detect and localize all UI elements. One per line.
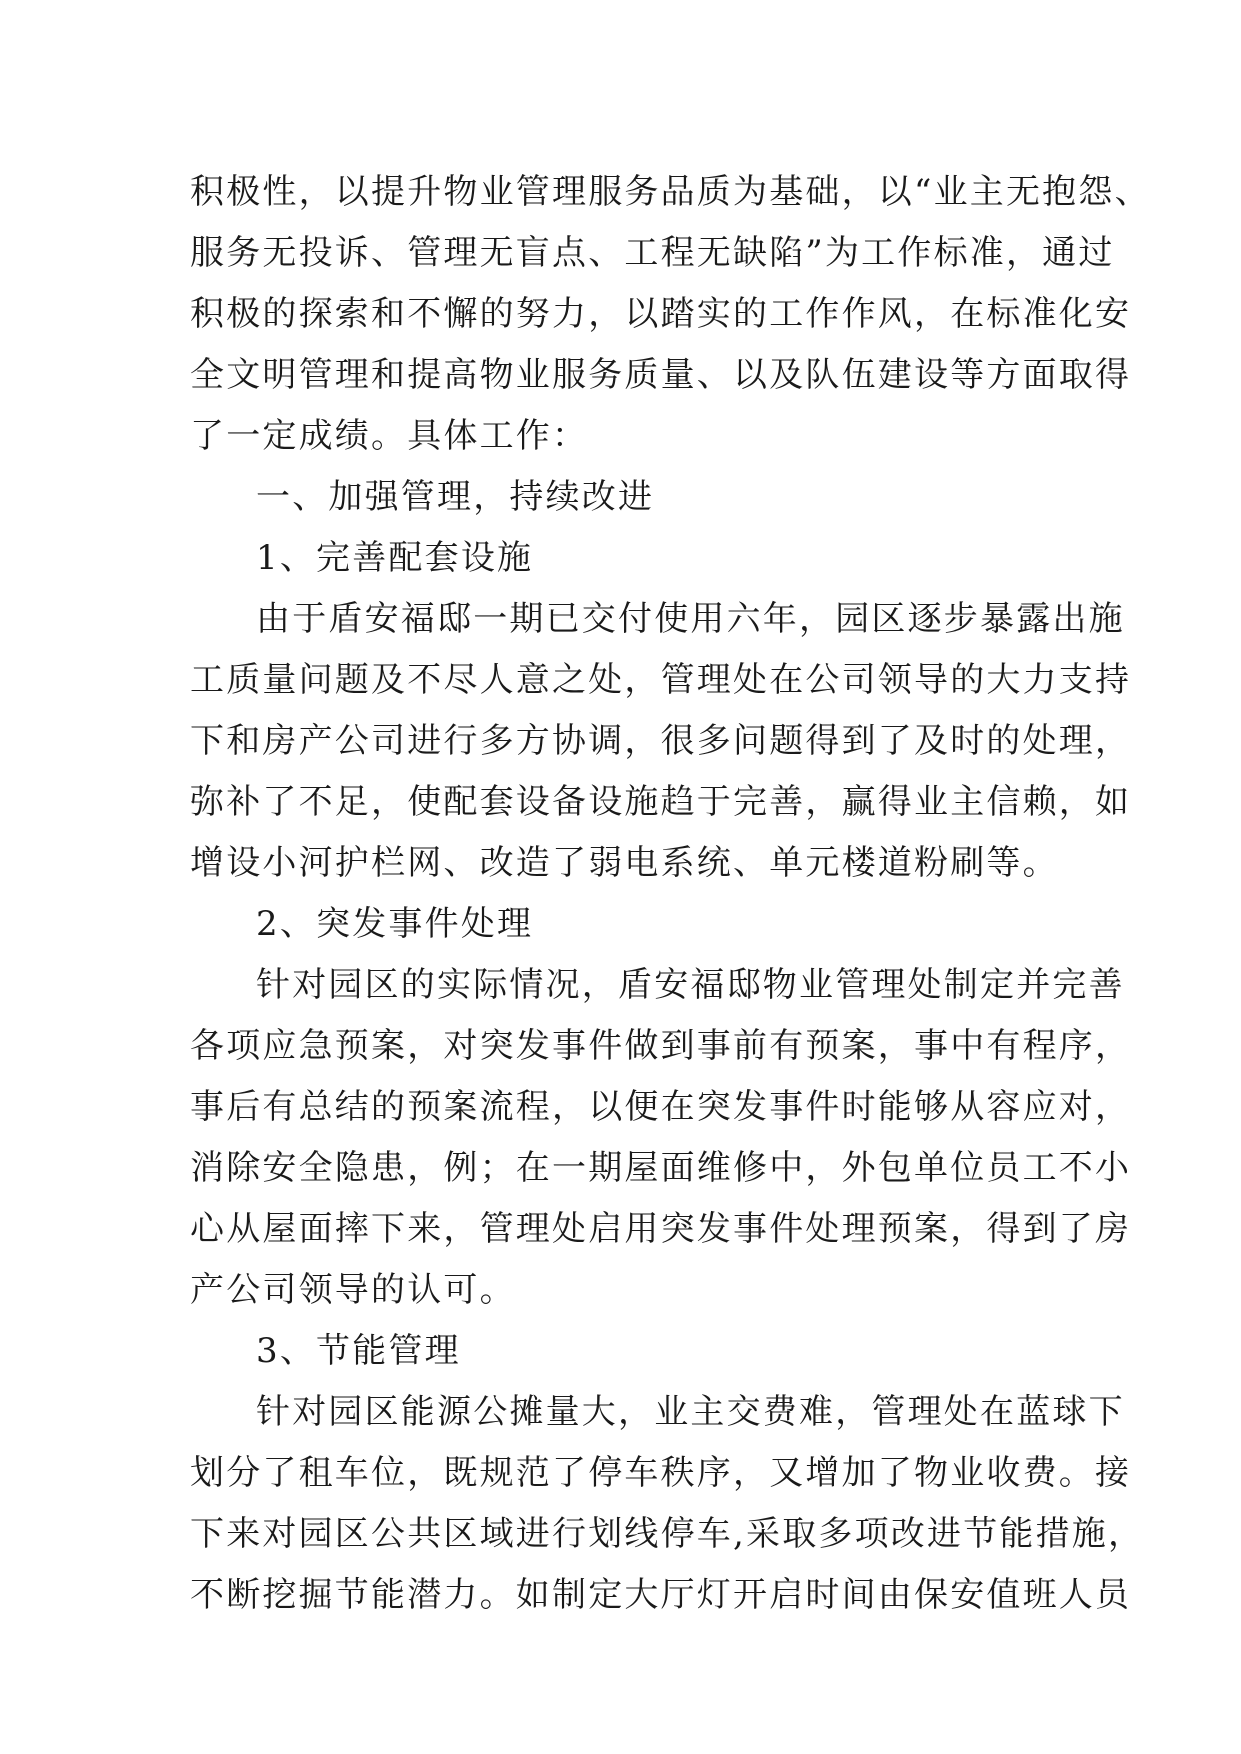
- paragraph-line: 消除安全隐患，例；在一期屋面维修中，外包单位员工不小: [190, 1148, 1132, 1188]
- paragraph-line: 划分了租车位，既规范了停车秩序，又增加了物业收费。接: [190, 1453, 1132, 1493]
- paragraph-line: 各项应急预案，对突发事件做到事前有预案，事中有程序，: [190, 1026, 1132, 1066]
- subsection-heading: 2、突发事件处理: [256, 904, 534, 944]
- paragraph-line: 积极性，以提升物业管理服务品质为基础，以“业主无抱怨、: [190, 172, 1151, 212]
- subsection-heading: 3、节能管理: [256, 1331, 461, 1371]
- paragraph-line: 服务无投诉、管理无盲点、工程无缺陷”为工作标准，通过: [190, 233, 1115, 273]
- paragraph-line: 下来对园区公共区域进行划线停车,采取多项改进节能措施，: [190, 1514, 1145, 1554]
- paragraph-line: 针对园区的实际情况，盾安福邸物业管理处制定并完善: [256, 965, 1125, 1005]
- section-heading: 一、加强管理，持续改进: [256, 477, 655, 517]
- paragraph-line: 增设小河护栏网、改造了弱电系统、单元楼道粉刷等。: [190, 843, 1059, 883]
- paragraph-line: 事后有总结的预案流程，以便在突发事件时能够从容应对，: [190, 1087, 1132, 1127]
- subsection-heading: 1、完善配套设施: [256, 538, 534, 578]
- paragraph-line: 全文明管理和提高物业服务质量、以及队伍建设等方面取得: [190, 355, 1132, 395]
- document-body: [190, 162, 1151, 1626]
- paragraph-line: 不断挖掘节能潜力。如制定大厅灯开启时间由保安值班人员: [190, 1575, 1132, 1615]
- paragraph-line: 产公司领导的认可。: [190, 1270, 516, 1310]
- paragraph-line: 弥补了不足，使配套设备设施趋于完善，赢得业主信赖，如: [190, 782, 1132, 822]
- paragraph-line: 积极的探索和不懈的努力，以踏实的工作作风，在标准化安: [190, 294, 1132, 334]
- paragraph-line: 由于盾安福邸一期已交付使用六年，园区逐步暴露出施: [256, 599, 1125, 639]
- paragraph-line: 了一定成绩。具体工作：: [190, 416, 589, 456]
- paragraph-line: 心从屋面摔下来，管理处启用突发事件处理预案，得到了房: [190, 1209, 1132, 1249]
- paragraph-line: 工质量问题及不尽人意之处，管理处在公司领导的大力支持: [190, 660, 1132, 700]
- paragraph-line: 下和房产公司进行多方协调，很多问题得到了及时的处理，: [190, 721, 1132, 761]
- paragraph-line: 针对园区能源公摊量大，业主交费难，管理处在蓝球下: [256, 1392, 1125, 1432]
